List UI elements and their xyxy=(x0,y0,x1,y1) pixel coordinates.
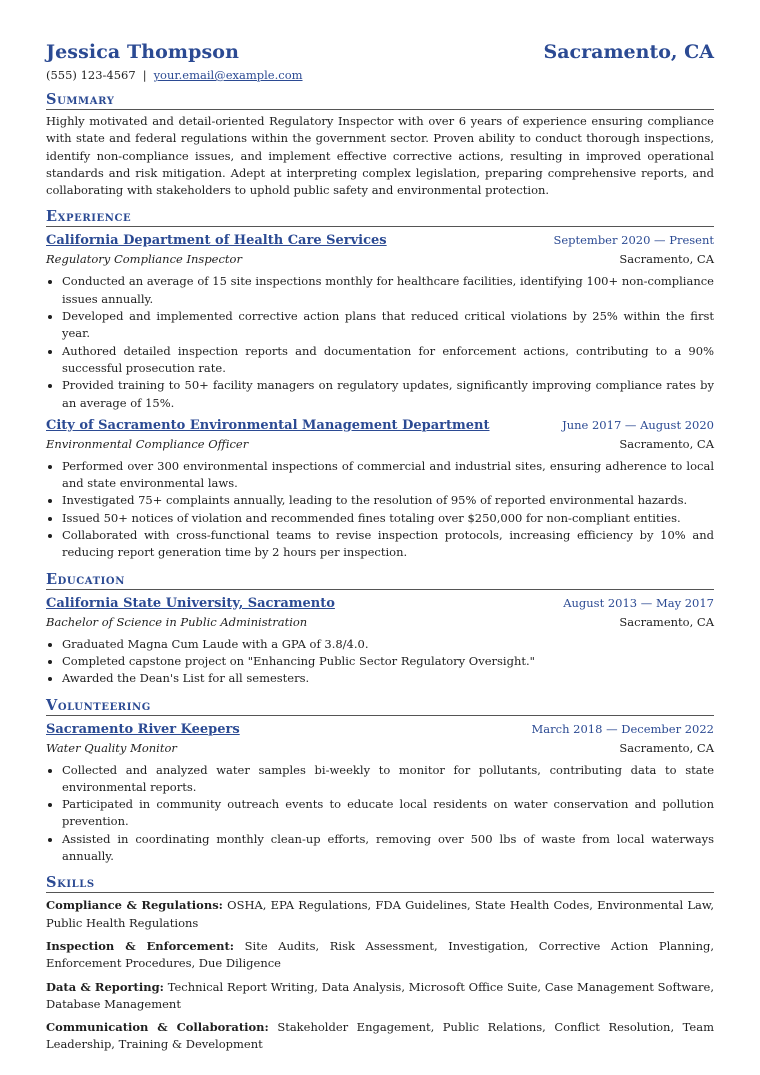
volunteering-entry xyxy=(46,720,714,866)
organization-link[interactable]: City of Sacramento Environmental Management Department xyxy=(46,417,490,433)
entry-location: Sacramento, CA xyxy=(619,436,714,451)
entry-subheader-row xyxy=(46,739,714,757)
volunteering-heading: Volunteering xyxy=(46,697,714,716)
entry-dates: March 2018 — December 2022 xyxy=(531,721,714,736)
education-entry xyxy=(46,594,714,688)
entry-header-row xyxy=(46,720,714,739)
entry-role: Environmental Compliance Officer xyxy=(46,436,249,451)
experience-entry xyxy=(46,416,714,562)
entry-bullets xyxy=(46,458,714,562)
candidate-location: Sacramento, CA xyxy=(543,41,714,63)
resume-page xyxy=(46,0,714,1054)
skill-list: OSHA, EPA Regulations, FDA Guidelines, State Health Codes, Environmental Law, Public Health Regulations xyxy=(46,898,715,930)
bullet-item: • Awarded the Dean's List for all semesters. xyxy=(62,670,714,687)
skill-item xyxy=(46,979,714,1014)
entry-bullets xyxy=(46,636,714,688)
skill-item xyxy=(46,1019,714,1054)
skill-list: Site Audits, Risk Assessment, Investigation, Corrective Action Planning, Enforcement Procedures, Due Diligence xyxy=(46,938,715,971)
bullet-item: • Collected and analyzed water samples bi-weekly to monitor for pollutants, contributing data to state environmental reports. xyxy=(62,762,714,797)
phone-number: (555) 123-4567 xyxy=(46,68,136,82)
entry-subheader-row xyxy=(46,613,714,631)
entry-dates: August 2013 — May 2017 xyxy=(563,595,714,610)
bullet-item: • Participated in community outreach events to educate local residents on water conservation and pollution prevention. xyxy=(62,796,714,831)
bullet-item: • Completed capstone project on "Enhancing Public Sector Regulatory Oversight." xyxy=(62,653,714,670)
entry-header-row xyxy=(46,594,714,613)
bullet-item: • Collaborated with cross-functional teams to revise inspection protocols, increasing efficiency by 10% and reducing report generation time by 2 hours per inspection. xyxy=(62,527,714,562)
skills-list xyxy=(46,897,714,1053)
bullet-item: • Developed and implemented corrective action plans that reduced critical violations by 25% within the first year. xyxy=(62,308,714,343)
entry-location: Sacramento, CA xyxy=(619,740,714,755)
resume-header xyxy=(46,41,714,63)
skill-category: Inspection & Enforcement: xyxy=(46,938,235,953)
bullet-item: • Authored detailed inspection reports and documentation for enforcement actions, contributing to a 90% successful prosecution rate. xyxy=(62,343,714,378)
entry-bullets xyxy=(46,762,714,866)
entry-header-row xyxy=(46,231,714,250)
summary-heading: Summary xyxy=(46,91,714,110)
bullet-item: • Issued 50+ notices of violation and recommended fines totaling over $250,000 for non-compliant entities. xyxy=(62,510,714,527)
organization-link[interactable]: California State University, Sacramento xyxy=(46,595,335,611)
skill-category: Compliance & Regulations: xyxy=(46,898,223,913)
skill-category: Communication & Collaboration: xyxy=(46,1020,269,1035)
entry-subheader-row xyxy=(46,435,714,453)
entry-dates: September 2020 — Present xyxy=(553,233,714,248)
skills-heading: Skills xyxy=(46,874,714,893)
education-list xyxy=(46,594,714,688)
experience-list xyxy=(46,231,714,561)
skill-list: Stakeholder Engagement, Public Relations, Conflict Resolution, Team Leadership, Training & Development xyxy=(46,1020,714,1052)
bullet-item: • Graduated Magna Cum Laude with a GPA of 3.8/4.0. xyxy=(62,636,714,653)
bullet-item: • Investigated 75+ complaints annually, leading to the resolution of 95% of reported environmental hazards. xyxy=(62,492,714,509)
entry-header-row xyxy=(46,416,714,435)
bullet-item: • Provided training to 50+ facility managers on regulatory updates, significantly improving compliance rates by an average of 15%. xyxy=(62,377,714,412)
skill-item xyxy=(46,897,714,932)
entry-role: Water Quality Monitor xyxy=(46,740,177,755)
organization-link[interactable]: California Department of Health Care Services xyxy=(46,233,387,249)
entry-role: Regulatory Compliance Inspector xyxy=(46,252,242,267)
experience-entry xyxy=(46,231,714,411)
summary-text: Highly motivated and detail-oriented Regulatory Inspector with over 6 years of experience ensuring compliance with state and federal regulations within the government sector. Proven ability to conduct thorough inspections, identify non-compliance issues, and implement effective corrective actions, resulting in improved operational standards and risk mitigation. Adept at interpreting complex legislation, preparing comprehensive reports, and collaborating with stakeholders to uphold public safety and environmental protection. xyxy=(46,114,714,198)
email-link[interactable]: your.email@example.com xyxy=(153,68,303,82)
experience-heading: Experience xyxy=(46,208,714,227)
bullet-item: • Performed over 300 environmental inspections of commercial and industrial sites, ensuring adherence to local and state environmental laws. xyxy=(62,458,714,493)
entry-subheader-row xyxy=(46,250,714,268)
contact-line xyxy=(46,68,714,82)
entry-dates: June 2017 — August 2020 xyxy=(562,417,714,432)
contact-separator: | xyxy=(142,68,147,82)
bullet-item: • Assisted in coordinating monthly clean-up efforts, removing over 500 lbs of waste from local waterways annually. xyxy=(62,831,714,866)
education-heading: Education xyxy=(46,571,714,590)
skill-item xyxy=(46,938,714,973)
skill-list: Technical Report Writing, Data Analysis, Microsoft Office Suite, Case Management Software, Database Management xyxy=(46,979,714,1011)
entry-location: Sacramento, CA xyxy=(619,252,714,267)
entry-location: Sacramento, CA xyxy=(619,614,714,629)
skill-category: Data & Reporting: xyxy=(46,979,164,994)
entry-role: Bachelor of Science in Public Administration xyxy=(46,614,308,629)
volunteering-list xyxy=(46,720,714,866)
entry-bullets xyxy=(46,273,714,411)
candidate-name: Jessica Thompson xyxy=(46,41,239,63)
bullet-item: • Conducted an average of 15 site inspections monthly for healthcare facilities, identifying 100+ non-compliance issues annually. xyxy=(62,273,714,308)
organization-link[interactable]: Sacramento River Keepers xyxy=(46,721,240,737)
